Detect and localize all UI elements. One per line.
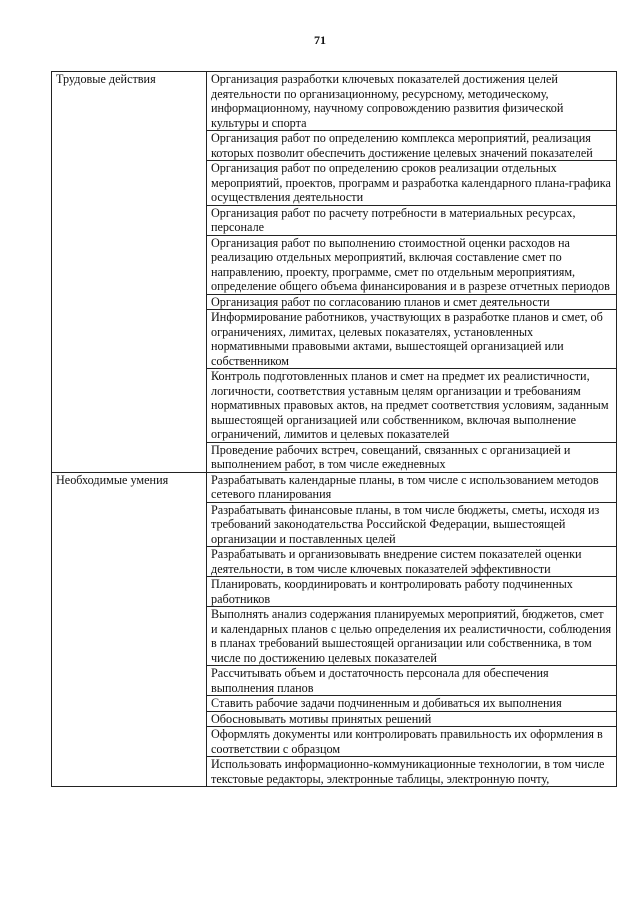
table-cell-item: Разрабатывать финансовые планы, в том числе бюджеты, сметы, исходя из требований законодательства Российской Федерации, вышестоящей организации и поставленных целей	[207, 502, 616, 547]
table-cell-item: Проведение рабочих встреч, совещаний, связанных с организацией и выполнением работ, в том числе ежедневных	[207, 442, 616, 472]
table-cell-item: Организация разработки ключевых показателей достижения целей деятельности по организационному, ресурсному, методическому, информационному, научному сопровождению развития физической культуры и спорта	[211, 72, 564, 130]
table-cell-item: Организация работ по определению сроков реализации отдельных мероприятий, проектов, программ и разработка календарного плана-графика осуществления деятельности	[207, 160, 616, 205]
table-cell-item: Оформлять документы или контролировать правильность их оформления в соответствии с образцом	[207, 726, 616, 756]
page-number: 71	[314, 33, 326, 47]
table-cell-item: Организация работ по расчету потребности в материальных ресурсах, персонале	[207, 205, 616, 235]
section-heading: Трудовые действия	[52, 72, 207, 473]
section-items	[207, 72, 617, 473]
section-row	[52, 72, 617, 473]
table-cell-item: Использовать информационно-коммуникационные технологии, в том числе текстовые редакторы, электронные таблицы, электронную почту,	[207, 756, 616, 786]
table-cell-item: Разрабатывать календарные планы, в том числе с использованием методов сетевого планирования	[211, 472, 599, 501]
section-items	[207, 472, 617, 787]
table-cell-item: Организация работ по определению комплекса мероприятий, реализация которых позволит обеспечить достижение целевых значений показателей	[207, 130, 616, 160]
table-cell-item: Организация работ по выполнению стоимостной оценки расходов на реализацию отдельных мероприятий, включая составление смет по направлению, проекту, программе, смет по отдельным мероприятиям, определение общего объема финансирования и в разрезе отчетных периодов	[207, 235, 616, 294]
table-cell-item: Планировать, координировать и контролировать работу подчиненных работников	[207, 576, 616, 606]
table-cell-item: Информирование работников, участвующих в разработке планов и смет, об ограничениях, лимитах, целевых показателях, установленных нормативными правовыми актами, вышестоящей организацией или собственником	[207, 309, 616, 368]
table-cell-item: Контроль подготовленных планов и смет на предмет их реалистичности, логичности, соответствия уставным целям организации и требованиям нормативных правовых актов, на предмет соответствия условиям, заданным вышестоящей организацией или собственником, включая выполнение ограничений, лимитов и целевых показателей	[207, 368, 616, 442]
section-heading: Необходимые умения	[52, 472, 207, 787]
table-cell-item: Рассчитывать объем и достаточность персонала для обеспечения выполнения планов	[207, 665, 616, 695]
competency-table	[51, 71, 617, 787]
table-cell-item: Разрабатывать и организовывать внедрение систем показателей оценки деятельности, в том числе ключевых показателей эффективности	[207, 546, 616, 576]
table-cell-item: Выполнять анализ содержания планируемых мероприятий, бюджетов, смет и календарных планов с целью определения их реалистичности, соблюдения в планах требований вышестоящей организации или собственника, в том числе по достижению целевых показателей	[207, 606, 616, 665]
table-cell-item: Организация работ по согласованию планов и смет деятельности	[207, 294, 616, 310]
section-row	[52, 472, 617, 787]
table-cell-item: Ставить рабочие задачи подчиненным и добиваться их выполнения	[207, 695, 616, 711]
table-cell-item: Обосновывать мотивы принятых решений	[207, 711, 616, 727]
